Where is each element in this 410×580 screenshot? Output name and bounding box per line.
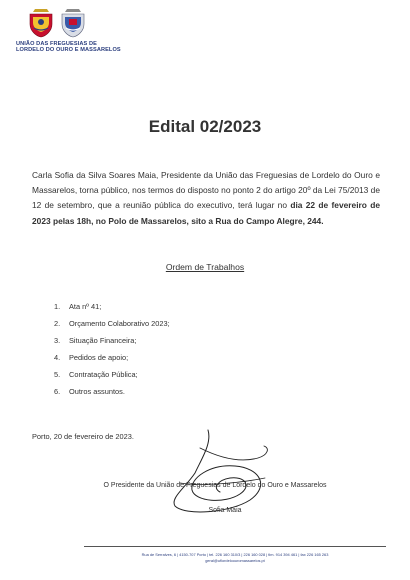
footer-divider [84, 546, 386, 547]
signature-role: O Presidente da União de Freguesias de Lordelo do Ouro e Massarelos [103, 482, 327, 489]
lordelo-crest-icon [28, 8, 54, 38]
footer-contacts: Rua de Serralves, 6 | 4150-707 Porto | tel. 226 160 310/3 | 226 160 028 | tlm. 914 394 461 | fax 226 165 263 [141, 552, 329, 557]
agenda-title: Ordem de Trabalhos [165, 262, 245, 272]
crests [28, 8, 126, 38]
signature-name: Sofia Maia [208, 507, 242, 514]
body-paragraph-bold: dia 22 de fevereiro de 2023 pelas 18h, no Polo de Massarelos, sito a Rua do Campo Alegre, 244. [32, 200, 381, 226]
agenda-item: 2. Orçamento Colaborativo 2023; [54, 319, 170, 329]
body-paragraph [32, 168, 380, 229]
handwritten-signature [140, 428, 290, 518]
footer-email: geral@uflordeloouromassarelos.pt [205, 558, 265, 563]
agenda-item: 4. Pedidos de apoio; [54, 353, 129, 363]
agenda-list [54, 302, 170, 405]
organization-name [16, 41, 126, 54]
footer [84, 552, 386, 564]
letterhead [16, 8, 126, 54]
body-paragraph-text: Carla Sofia da Silva Soares Maia, Presidente da União das Freguesias de Lordelo do Ouro e Massarelos, torna público, nos termos do disposto no ponto 2 do artigo 20º da Lei 75/2013 de 12 de setembro, que a reunião pública do executivo, terá lugar no [32, 170, 380, 211]
agenda-item: 5. Contratação Pública; [54, 370, 138, 380]
agenda-item: 3. Situação Financeira; [54, 336, 137, 346]
agenda-item: 1. Ata nº 41; [54, 302, 102, 311]
org-name-line1: UNIÃO DAS FREGUESIAS DE [16, 41, 97, 47]
massarelos-crest-icon [60, 8, 86, 38]
org-name-line2: LORDELO DO OURO E MASSARELOS [16, 47, 121, 54]
document-date: Porto, 20 de fevereiro de 2023. [32, 432, 134, 441]
agenda-item: 6. Outros assuntos. [54, 387, 125, 397]
document-title: Edital 02/2023 [148, 117, 262, 136]
